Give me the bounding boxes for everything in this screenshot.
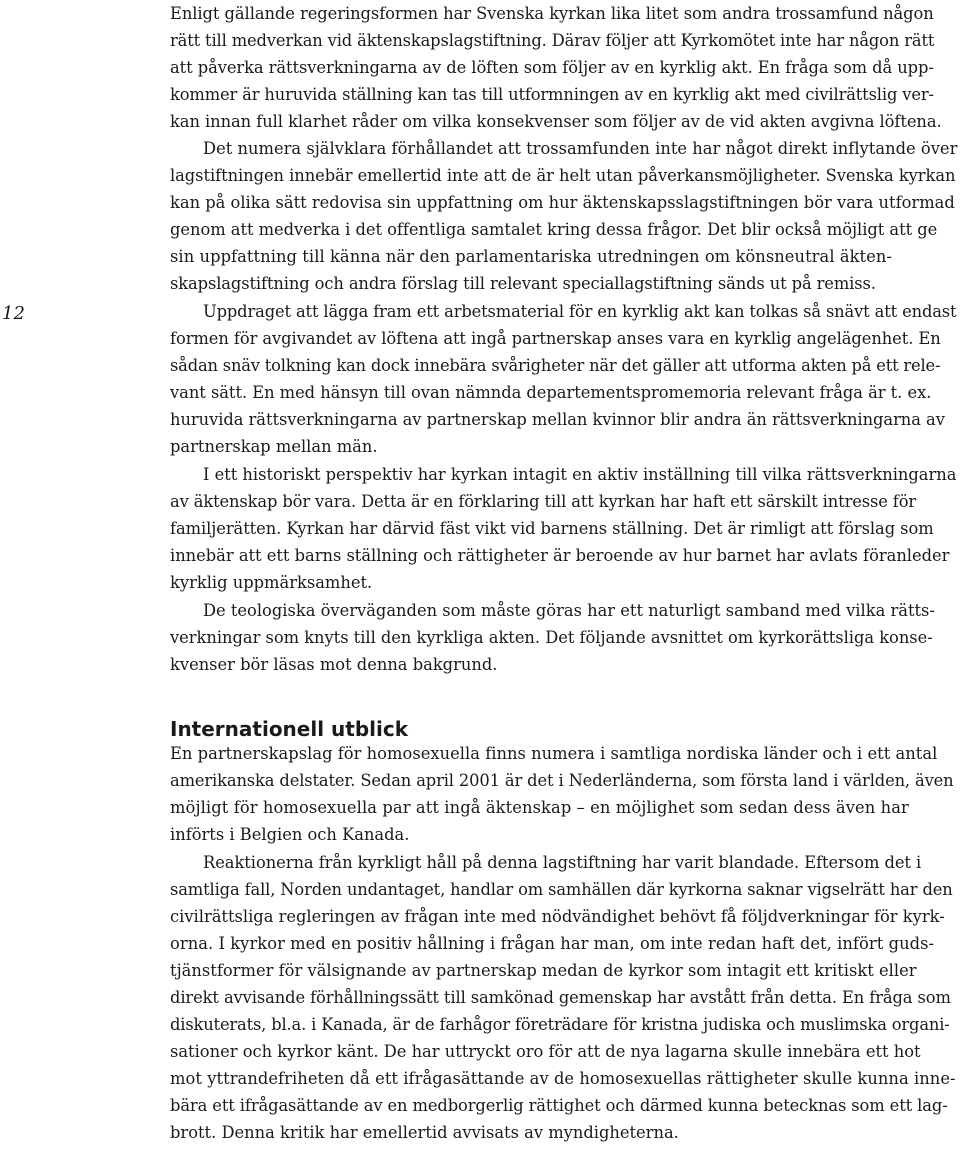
text-line: mot yttrandefriheten då ett ifrågasättande av de homosexuellas rättigheter skulle kunna inne-	[170, 1069, 956, 1088]
text-line: kvenser bör läsas mot denna bakgrund.	[170, 655, 498, 674]
page-number: 12	[2, 303, 25, 324]
text-line: kommer är huruvida ställning kan tas till utformningen av en kyrklig akt med civilrättslig ver-	[170, 85, 934, 104]
text-line: kyrklig uppmärksamhet.	[170, 573, 373, 592]
text-line: verkningar som knyts till den kyrkliga akten. Det följande avsnittet om kyrkorättsliga konse-	[170, 628, 933, 647]
text-line: införts i Belgien och Kanada.	[170, 825, 410, 844]
text-line: möjligt för homosexuella par att ingå äktenskap – en möjlighet som sedan dess även har	[170, 798, 909, 817]
text-line: civilrättsliga regleringen av frågan inte med nödvändighet behövt få följdverkningar för kyrk-	[170, 907, 945, 926]
text-line: tjänstformer för välsignande av partnerskap medan de kyrkor som intagit ett kritiskt eller	[170, 961, 917, 980]
text-line: Enligt gällande regeringsformen har Svenska kyrkan lika litet som andra trossamfund någon	[170, 4, 934, 23]
text-line: genom att medverka i det offentliga samtalet kring dessa frågor. Det blir också möjligt att ge	[170, 220, 938, 239]
text-line: direkt avvisande förhållningssätt till samkönad gemenskap har avstått från detta. En fråga som	[170, 988, 951, 1007]
text-line: orna. I kyrkor med en positiv hållning i frågan har man, om inte redan haft det, infört guds-	[170, 934, 935, 953]
text-line: kan innan full klarhet råder om vilka konsekvenser som följer av de vid akten avgivna löftena.	[170, 112, 942, 131]
text-line: Det numera självklara förhållandet att trossamfunden inte har något direkt inflytande över	[203, 139, 958, 158]
text-line: partnerskap mellan män.	[170, 437, 378, 456]
text-line: huruvida rättsverkningarna av partnerskap mellan kvinnor blir andra än rättsverkningarna av	[170, 410, 945, 429]
section-heading: Internationell utblick	[170, 717, 409, 741]
text-line: sådan snäv tolkning kan dock innebära svårigheter när det gäller att utforma akten på ett rele-	[170, 356, 941, 375]
text-line: I ett historiskt perspektiv har kyrkan intagit en aktiv inställning till vilka rättsverkningarna	[203, 465, 957, 484]
text-line: En partnerskapslag för homosexuella finns numera i samtliga nordiska länder och i ett antal	[170, 744, 938, 763]
text-line: sationer och kyrkor känt. De har uttryckt oro för att de nya lagarna skulle innebära ett hot	[170, 1042, 921, 1061]
text-line: Uppdraget att lägga fram ett arbetsmaterial för en kyrklig akt kan tolkas så snävt att endast	[203, 302, 957, 321]
text-line: kan på olika sätt redovisa sin uppfattning om hur äktenskapsslagstiftningen bör vara utformad	[170, 193, 955, 212]
text-line: amerikanska delstater. Sedan april 2001 är det i Nederländerna, som första land i världen, även	[170, 771, 954, 790]
text-line: samtliga fall, Norden undantaget, handlar om samhällen där kyrkorna saknar vigselrätt har den	[170, 880, 953, 899]
text-line: av äktenskap bör vara. Detta är en förklaring till att kyrkan har haft ett särskilt intresse för	[170, 492, 917, 511]
text-line: sin uppfattning till känna när den parlamentariska utredningen om könsneutral äkten-	[170, 247, 893, 266]
text-line: lagstiftningen innebär emellertid inte att de är helt utan påverkansmöjligheter. Svenska kyrkan	[170, 166, 956, 185]
text-line: innebär att ett barns ställning och rättigheter är beroende av hur barnet har avlats föranleder	[170, 546, 950, 565]
text-line: diskuterats, bl.a. i Kanada, är de farhågor företrädare för kristna judiska och muslimska organi-	[170, 1015, 950, 1034]
text-line: vant sätt. En med hänsyn till ovan nämnda departementspromemoria relevant fråga är t. ex.	[170, 383, 932, 402]
text-line: Reaktionerna från kyrkligt håll på denna lagstiftning har varit blandade. Eftersom det i	[203, 853, 922, 872]
text-line: rätt till medverkan vid äktenskapslagstiftning. Därav följer att Kyrkomötet inte har någon rätt	[170, 31, 935, 50]
text-line: skapslagstiftning och andra förslag till relevant speciallagstiftning sänds ut på remiss.	[170, 274, 876, 293]
text-line: att påverka rättsverkningarna av de löften som följer av en kyrklig akt. En fråga som då upp-	[170, 58, 934, 77]
text-line: familjerätten. Kyrkan har därvid fäst vikt vid barnens ställning. Det är rimligt att förslag som	[170, 519, 934, 538]
text-line: De teologiska överväganden som måste göras har ett naturligt samband med vilka rätts-	[203, 601, 935, 620]
text-line: bära ett ifrågasättande av en medborgerlig rättighet och därmed kunna betecknas som ett lag-	[170, 1096, 948, 1115]
text-line: brott. Denna kritik har emellertid avvisats av myndigheterna.	[170, 1123, 679, 1142]
text-line: formen för avgivandet av löftena att ingå partnerskap anses vara en kyrklig angelägenhet. En	[170, 329, 941, 348]
